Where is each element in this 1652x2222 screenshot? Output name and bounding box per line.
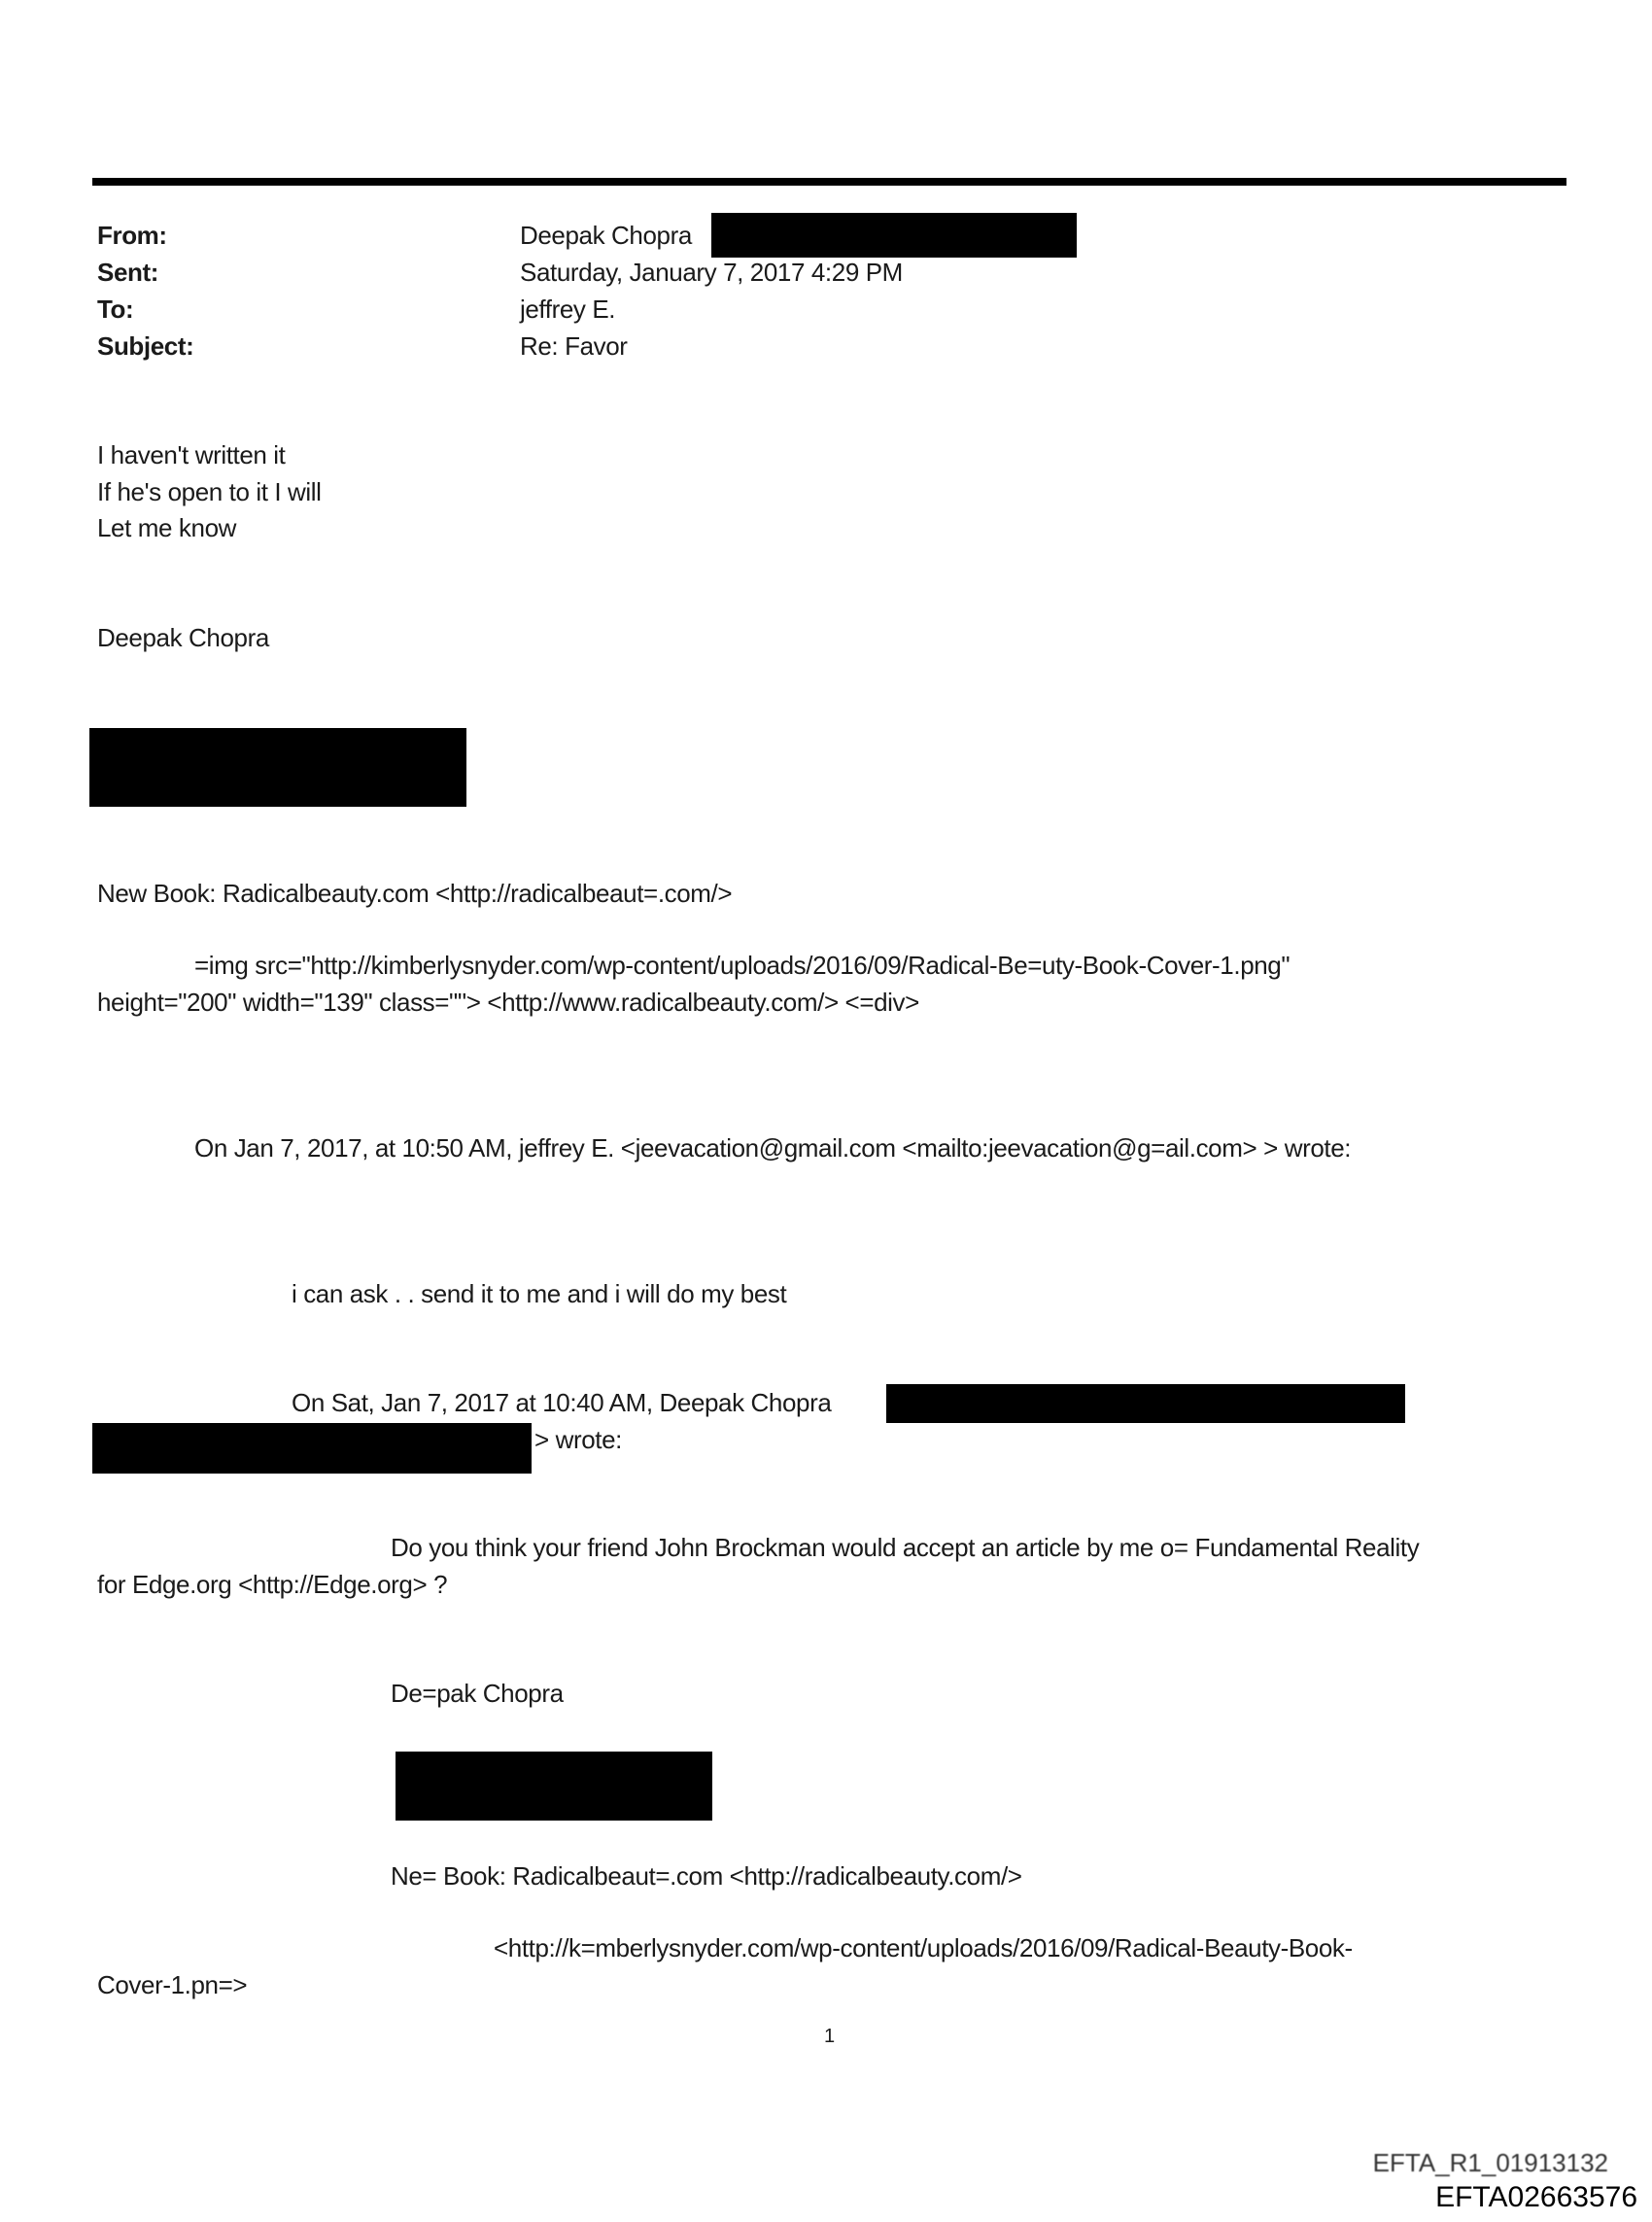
subject-label: Subject: xyxy=(97,331,194,361)
header-rule xyxy=(92,178,1566,186)
quoted-attribution-1: On Jan 7, 2017, at 10:50 AM, jeffrey E. <jeevacation@gmail.com <mailto:jeevacation@g=ail.com> > wrote: xyxy=(194,1133,1352,1163)
subject-value: Re: Favor xyxy=(520,331,628,361)
from-value: Deepak Chopra xyxy=(520,221,692,250)
to-value: jeffrey E. xyxy=(520,295,616,324)
new-book-line: New Book: Radicalbeauty.com <http://radicalbeaut=.com/> xyxy=(97,879,733,908)
signature: Deepak Chopra xyxy=(97,623,269,652)
body-line: I haven't written it xyxy=(97,440,286,469)
img-src-line: =img src="http://kimberlysnyder.com/wp-content/uploads/2016/09/Radical-Be=uty-Book-Cover-1.png" xyxy=(194,951,1291,980)
redaction-sender-email xyxy=(886,1384,1405,1423)
from-label: From: xyxy=(97,221,167,250)
quoted-link-line2: Cover-1.pn=> xyxy=(97,1970,248,1999)
to-label: To: xyxy=(97,295,134,324)
quoted-text-1: i can ask . . send it to me and i will do my best xyxy=(292,1279,787,1308)
redaction-sender-email-cont xyxy=(92,1423,532,1474)
redaction-quoted-contact xyxy=(396,1752,712,1821)
quoted-attribution-2-end: > wrote: xyxy=(534,1425,623,1454)
sent-label: Sent: xyxy=(97,258,159,287)
page-number: 1 xyxy=(824,2026,836,2047)
img-attr-line: height="200" width="139" class=""> <http://www.radicalbeauty.com/> <=div> xyxy=(97,988,919,1017)
quoted-link-line1: <http://k=mberlysnyder.com/wp-content/uploads/2016/09/Radical-Beauty-Book- xyxy=(494,1933,1353,1962)
bates-number-r1: EFTA_R1_01913132 xyxy=(1372,2148,1608,2177)
bates-number: EFTA02663576 xyxy=(1435,2181,1637,2213)
quoted-text-2-line1: Do you think your friend John Brockman would accept an article by me o= Fundamental Reality xyxy=(391,1533,1420,1562)
quoted-attribution-2-start: On Sat, Jan 7, 2017 at 10:40 AM, Deepak Chopra xyxy=(292,1388,832,1417)
quoted-text-2-line2: for Edge.org <http://Edge.org> ? xyxy=(97,1570,448,1599)
quoted-new-book: Ne= Book: Radicalbeaut=.com <http://radicalbeauty.com/> xyxy=(391,1861,1022,1891)
body-line: If he's open to it I will xyxy=(97,477,322,506)
redaction-from-email xyxy=(711,213,1077,258)
quoted-signature: De=pak Chopra xyxy=(391,1679,564,1708)
redaction-signature-block xyxy=(89,728,466,807)
body-line: Let me know xyxy=(97,513,237,542)
sent-value: Saturday, January 7, 2017 4:29 PM xyxy=(520,258,903,287)
